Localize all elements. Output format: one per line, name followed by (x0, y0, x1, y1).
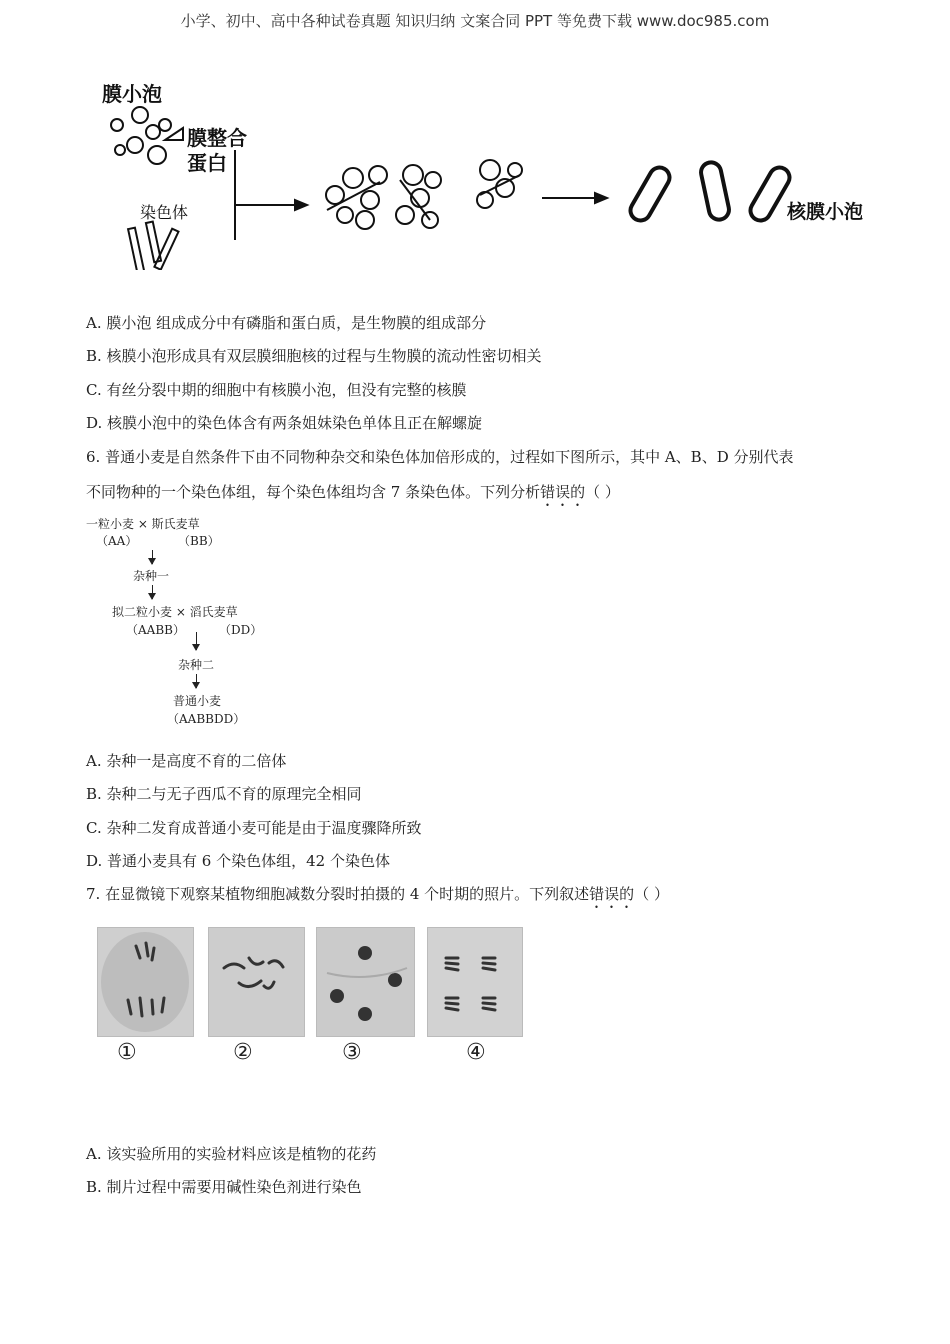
micrograph-label-2: ② (233, 1040, 253, 1065)
q5-option-d: D. 核膜小泡中的染色体含有两条姐妹染色单体且正在解螺旋 (86, 414, 483, 432)
nuclear-vesicle-diagram (95, 70, 885, 270)
nuclear-membrane-vesicles (627, 161, 793, 225)
flow-row2: 拟二粒小麦 × 滔氏麦草 (112, 605, 238, 619)
label-chromosome: 染色体 (140, 203, 189, 222)
q7-emphasis: 错误的 (589, 885, 635, 903)
q5-option-b: B. 核膜小泡形成具有双层膜细胞核的过程与生物膜的流动性密切相关 (86, 347, 542, 365)
label-membrane-protein-2: 蛋白 (187, 151, 227, 175)
q6-option-b: B. 杂种二与无子西瓜不育的原理完全相同 (86, 785, 362, 803)
q7-option-a: A. 该实验所用的实验材料应该是植物的花药 (86, 1145, 377, 1163)
vesicle-coated-chromosomes (326, 160, 522, 229)
flow-row2-sub-right: （DD） (219, 623, 263, 637)
q7-stem-text: 7. 在显微镜下观察某植物细胞减数分裂时拍摄的 4 个时期的照片。下列叙述 (86, 885, 590, 903)
q6-answer-blank: （ ） (585, 483, 620, 501)
membrane-vesicle-cluster (111, 107, 171, 164)
q7-stem (86, 884, 669, 912)
q7-answer-blank: （ ） (634, 885, 669, 903)
q6-emphasis: 错误的 (540, 483, 586, 501)
flow-arrow-3 (196, 632, 197, 650)
label-nuclear-vesicle: 核膜小泡 (787, 201, 864, 223)
micrograph-label-4: ④ (466, 1040, 486, 1065)
flow-result: 普通小麦 (173, 694, 222, 708)
q5-option-c: C. 有丝分裂中期的细胞中有核膜小泡，但没有完整的核膜 (86, 381, 467, 399)
q7-option-b: B. 制片过程中需要用碱性染色剂进行染色 (86, 1178, 362, 1196)
q6-stem-text: 不同物种的一个染色体组，每个染色体组均含 7 条染色体。下列分析 (86, 483, 541, 501)
q6-option-d: D. 普通小麦具有 6 个染色体组，42 个染色体 (86, 852, 390, 870)
micrograph-label-1: ① (117, 1040, 137, 1065)
label-membrane-vesicle: 膜小泡 (102, 82, 162, 106)
flow-row2-sub-left: （AABB） (126, 623, 185, 637)
q6-option-c: C. 杂种二发育成普通小麦可能是由于温度骤降所致 (86, 819, 422, 837)
micrograph-4 (427, 927, 523, 1037)
flow-row1: 一粒小麦 × 斯氏麦草 (86, 517, 200, 531)
flow-arrow-1 (152, 550, 153, 564)
micrograph-label-3: ③ (342, 1040, 362, 1065)
flow-arrow-4 (196, 674, 197, 688)
micrograph-2 (208, 927, 305, 1037)
flow-row1-sub-right: （BB） (178, 534, 220, 548)
micrograph-3 (316, 927, 415, 1037)
page-header: 小学、初中、高中各种试卷真题 知识归纳 文案合同 PPT 等免费下载 www.doc985.com (180, 12, 770, 30)
q6-option-a: A. 杂种一是高度不育的二倍体 (86, 752, 287, 770)
flow-arrow-2 (152, 585, 153, 599)
micrograph-1 (97, 927, 194, 1037)
flow-hybrid2: 杂种二 (178, 658, 215, 672)
q5-option-a: A. 膜小泡 组成成分中有磷脂和蛋白质，是生物膜的组成部分 (86, 314, 487, 332)
flow-result-sub: （AABBDD） (167, 712, 246, 726)
q6-stem-line1: 6. 普通小麦是自然条件下由不同物种杂交和染色体加倍形成的，过程如下图所示，其中 A、B、D 分别代表 (86, 448, 794, 466)
flow-row1-sub-left: （AA） (96, 534, 138, 548)
flow-hybrid1: 杂种一 (133, 569, 170, 583)
q6-stem-line2 (86, 482, 620, 510)
label-membrane-protein-1: 膜整合 (187, 126, 247, 150)
